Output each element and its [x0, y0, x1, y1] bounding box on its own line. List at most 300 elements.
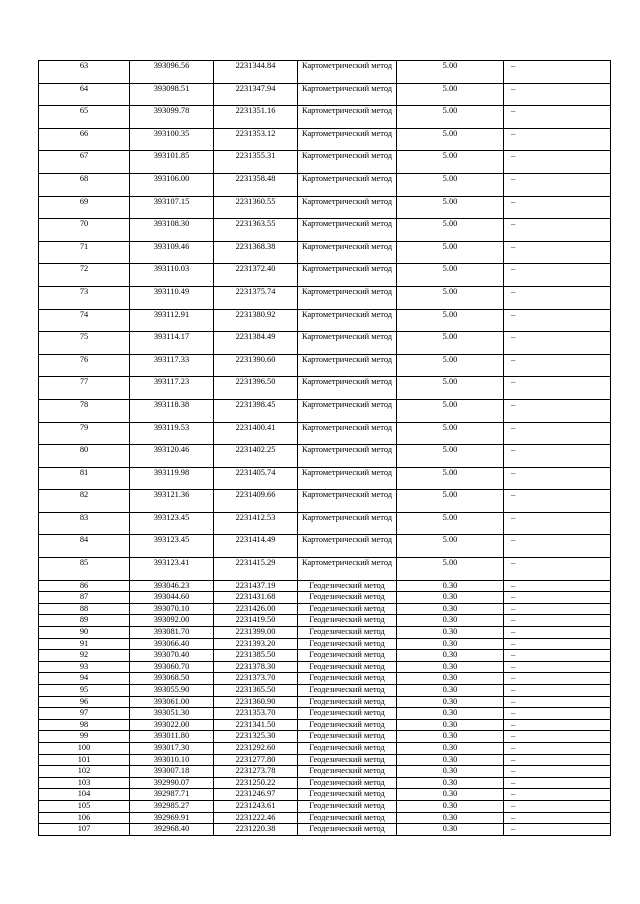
accuracy-cell: 5.00 — [397, 422, 504, 445]
coordinate-x-cell: 392987.71 — [130, 789, 214, 801]
coordinate-x-cell: 393070.10 — [130, 603, 214, 615]
coordinate-x-cell: 393120.46 — [130, 445, 214, 468]
accuracy-cell: 0.30 — [397, 742, 504, 754]
accuracy-cell: 5.00 — [397, 241, 504, 264]
coordinate-x-cell: 393123.45 — [130, 535, 214, 558]
point-number-cell: 87 — [39, 592, 130, 604]
method-cell: Картометрический метод — [298, 106, 397, 129]
accuracy-cell: 5.00 — [397, 151, 504, 174]
note-cell: – — [504, 777, 611, 789]
note-cell: – — [504, 422, 611, 445]
accuracy-cell: 5.00 — [397, 196, 504, 219]
note-cell: – — [504, 535, 611, 558]
coordinate-y-cell: 2231246.97 — [214, 789, 298, 801]
point-number-cell: 97 — [39, 708, 130, 720]
method-cell: Геодезический метод — [298, 777, 397, 789]
coordinate-y-cell: 2231222.46 — [214, 812, 298, 824]
coordinate-y-cell: 2231351.16 — [214, 106, 298, 129]
note-cell: – — [504, 638, 611, 650]
method-cell: Картометрический метод — [298, 512, 397, 535]
point-number-cell: 86 — [39, 580, 130, 592]
point-number-cell: 65 — [39, 106, 130, 129]
method-cell: Картометрический метод — [298, 264, 397, 287]
coordinate-y-cell: 2231378.30 — [214, 661, 298, 673]
note-cell: – — [504, 512, 611, 535]
point-number-cell: 99 — [39, 731, 130, 743]
coordinate-y-cell: 2231220.38 — [214, 824, 298, 836]
coordinate-y-cell: 2231431.68 — [214, 592, 298, 604]
table-row — [39, 754, 611, 766]
coordinate-y-cell: 2231437.19 — [214, 580, 298, 592]
table-row — [39, 377, 611, 400]
note-cell: – — [504, 650, 611, 662]
point-number-cell: 75 — [39, 332, 130, 355]
table-row — [39, 354, 611, 377]
coordinate-x-cell: 393066.40 — [130, 638, 214, 650]
coordinate-x-cell: 393101.85 — [130, 151, 214, 174]
coordinate-y-cell: 2231372.40 — [214, 264, 298, 287]
accuracy-cell: 0.30 — [397, 627, 504, 639]
table-row — [39, 638, 611, 650]
table-row — [39, 128, 611, 151]
method-cell: Картометрический метод — [298, 61, 397, 84]
table-row — [39, 535, 611, 558]
point-number-cell: 76 — [39, 354, 130, 377]
coordinate-x-cell: 393106.00 — [130, 173, 214, 196]
coordinate-x-cell: 393117.33 — [130, 354, 214, 377]
method-cell: Геодезический метод — [298, 812, 397, 824]
method-cell: Картометрический метод — [298, 535, 397, 558]
coordinate-y-cell: 2231375.74 — [214, 286, 298, 309]
table-row — [39, 196, 611, 219]
method-cell: Геодезический метод — [298, 731, 397, 743]
accuracy-cell: 0.30 — [397, 766, 504, 778]
table-row — [39, 650, 611, 662]
method-cell: Картометрический метод — [298, 445, 397, 468]
coordinate-y-cell: 2231419.50 — [214, 615, 298, 627]
method-cell: Геодезический метод — [298, 661, 397, 673]
table-row — [39, 592, 611, 604]
table-row — [39, 264, 611, 287]
coordinate-y-cell: 2231360.90 — [214, 696, 298, 708]
point-number-cell: 69 — [39, 196, 130, 219]
point-number-cell: 96 — [39, 696, 130, 708]
table-row — [39, 61, 611, 84]
point-number-cell: 98 — [39, 719, 130, 731]
coordinate-y-cell: 2231243.61 — [214, 800, 298, 812]
coordinate-y-cell: 2231396.50 — [214, 377, 298, 400]
note-cell: – — [504, 673, 611, 685]
method-cell: Геодезический метод — [298, 719, 397, 731]
point-number-cell: 102 — [39, 766, 130, 778]
table-row — [39, 824, 611, 836]
accuracy-cell: 5.00 — [397, 286, 504, 309]
coordinate-y-cell: 2231398.45 — [214, 399, 298, 422]
note-cell: – — [504, 754, 611, 766]
point-number-cell: 92 — [39, 650, 130, 662]
coordinate-x-cell: 393046.23 — [130, 580, 214, 592]
table-row — [39, 173, 611, 196]
point-number-cell: 101 — [39, 754, 130, 766]
note-cell: – — [504, 708, 611, 720]
table-row — [39, 742, 611, 754]
point-number-cell: 91 — [39, 638, 130, 650]
coordinate-x-cell: 393011.80 — [130, 731, 214, 743]
point-number-cell: 100 — [39, 742, 130, 754]
note-cell: – — [504, 286, 611, 309]
note-cell: – — [504, 800, 611, 812]
accuracy-cell: 0.30 — [397, 719, 504, 731]
coordinate-y-cell: 2231344.84 — [214, 61, 298, 84]
note-cell: – — [504, 731, 611, 743]
point-number-cell: 103 — [39, 777, 130, 789]
table-row — [39, 627, 611, 639]
coordinate-y-cell: 2231358.48 — [214, 173, 298, 196]
coordinate-y-cell: 2231414.49 — [214, 535, 298, 558]
point-number-cell: 95 — [39, 685, 130, 697]
table-row — [39, 719, 611, 731]
coordinate-y-cell: 2231365.50 — [214, 685, 298, 697]
coordinate-y-cell: 2231250.22 — [214, 777, 298, 789]
accuracy-cell: 0.30 — [397, 824, 504, 836]
accuracy-cell: 0.30 — [397, 673, 504, 685]
table-row — [39, 766, 611, 778]
coordinate-y-cell: 2231426.00 — [214, 603, 298, 615]
coordinate-y-cell: 2231347.94 — [214, 83, 298, 106]
coordinate-x-cell: 393096.56 — [130, 61, 214, 84]
method-cell: Картометрический метод — [298, 490, 397, 513]
coordinate-x-cell: 393123.41 — [130, 558, 214, 581]
note-cell: – — [504, 789, 611, 801]
note-cell: – — [504, 812, 611, 824]
point-number-cell: 74 — [39, 309, 130, 332]
method-cell: Картометрический метод — [298, 83, 397, 106]
coordinate-x-cell: 393100.35 — [130, 128, 214, 151]
method-cell: Геодезический метод — [298, 592, 397, 604]
accuracy-cell: 5.00 — [397, 264, 504, 287]
table-row — [39, 422, 611, 445]
coordinate-x-cell: 393119.53 — [130, 422, 214, 445]
coordinate-x-cell: 393109.46 — [130, 241, 214, 264]
point-number-cell: 85 — [39, 558, 130, 581]
point-number-cell: 67 — [39, 151, 130, 174]
coordinate-x-cell: 393055.90 — [130, 685, 214, 697]
coordinate-x-cell: 393099.78 — [130, 106, 214, 129]
coordinate-y-cell: 2231353.70 — [214, 708, 298, 720]
note-cell: – — [504, 219, 611, 242]
accuracy-cell: 0.30 — [397, 800, 504, 812]
coordinate-x-cell: 393108.30 — [130, 219, 214, 242]
method-cell: Картометрический метод — [298, 332, 397, 355]
coordinate-x-cell: 393110.49 — [130, 286, 214, 309]
note-cell: – — [504, 106, 611, 129]
table-row — [39, 309, 611, 332]
method-cell: Геодезический метод — [298, 696, 397, 708]
note-cell: – — [504, 592, 611, 604]
point-number-cell: 78 — [39, 399, 130, 422]
coordinate-x-cell: 393070.40 — [130, 650, 214, 662]
coordinate-y-cell: 2231415.29 — [214, 558, 298, 581]
coordinate-y-cell: 2231353.12 — [214, 128, 298, 151]
table-row — [39, 445, 611, 468]
note-cell: – — [504, 309, 611, 332]
accuracy-cell: 5.00 — [397, 83, 504, 106]
method-cell: Картометрический метод — [298, 354, 397, 377]
coordinate-x-cell: 393121.36 — [130, 490, 214, 513]
accuracy-cell: 5.00 — [397, 173, 504, 196]
method-cell: Картометрический метод — [298, 558, 397, 581]
note-cell: – — [504, 196, 611, 219]
accuracy-cell: 5.00 — [397, 219, 504, 242]
method-cell: Геодезический метод — [298, 615, 397, 627]
accuracy-cell: 0.30 — [397, 580, 504, 592]
accuracy-cell: 5.00 — [397, 490, 504, 513]
coordinate-x-cell: 392990.07 — [130, 777, 214, 789]
method-cell: Картометрический метод — [298, 173, 397, 196]
coordinate-x-cell: 393010.10 — [130, 754, 214, 766]
note-cell: – — [504, 83, 611, 106]
table-row — [39, 661, 611, 673]
table-row — [39, 332, 611, 355]
note-cell: – — [504, 241, 611, 264]
point-number-cell: 68 — [39, 173, 130, 196]
note-cell: – — [504, 399, 611, 422]
coordinate-x-cell: 392969.91 — [130, 812, 214, 824]
coordinate-x-cell: 393051.30 — [130, 708, 214, 720]
point-number-cell: 88 — [39, 603, 130, 615]
table-row — [39, 106, 611, 129]
coordinate-y-cell: 2231277.80 — [214, 754, 298, 766]
method-cell: Картометрический метод — [298, 467, 397, 490]
accuracy-cell: 0.30 — [397, 731, 504, 743]
accuracy-cell: 5.00 — [397, 535, 504, 558]
coordinate-x-cell: 393114.17 — [130, 332, 214, 355]
coordinate-x-cell: 393061.00 — [130, 696, 214, 708]
accuracy-cell: 0.30 — [397, 638, 504, 650]
method-cell: Геодезический метод — [298, 742, 397, 754]
coordinate-x-cell: 393060.70 — [130, 661, 214, 673]
table-row — [39, 512, 611, 535]
method-cell: Картометрический метод — [298, 128, 397, 151]
table-row — [39, 708, 611, 720]
accuracy-cell: 5.00 — [397, 309, 504, 332]
coordinate-y-cell: 2231363.55 — [214, 219, 298, 242]
accuracy-cell: 0.30 — [397, 603, 504, 615]
coordinate-y-cell: 2231393.20 — [214, 638, 298, 650]
coordinate-y-cell: 2231399.00 — [214, 627, 298, 639]
note-cell: – — [504, 719, 611, 731]
method-cell: Картометрический метод — [298, 196, 397, 219]
note-cell: – — [504, 377, 611, 400]
accuracy-cell: 0.30 — [397, 661, 504, 673]
method-cell: Картометрический метод — [298, 286, 397, 309]
accuracy-cell: 0.30 — [397, 789, 504, 801]
coordinate-y-cell: 2231341.50 — [214, 719, 298, 731]
accuracy-cell: 5.00 — [397, 467, 504, 490]
coordinate-y-cell: 2231390.60 — [214, 354, 298, 377]
coordinate-y-cell: 2231385.50 — [214, 650, 298, 662]
note-cell: – — [504, 603, 611, 615]
table-row — [39, 812, 611, 824]
method-cell: Геодезический метод — [298, 673, 397, 685]
table-row — [39, 241, 611, 264]
coordinate-y-cell: 2231405.74 — [214, 467, 298, 490]
accuracy-cell: 5.00 — [397, 399, 504, 422]
note-cell: – — [504, 696, 611, 708]
method-cell: Геодезический метод — [298, 627, 397, 639]
accuracy-cell: 5.00 — [397, 354, 504, 377]
note-cell: – — [504, 615, 611, 627]
point-number-cell: 83 — [39, 512, 130, 535]
method-cell: Геодезический метод — [298, 824, 397, 836]
coordinate-y-cell: 2231360.55 — [214, 196, 298, 219]
method-cell: Картометрический метод — [298, 309, 397, 332]
note-cell: – — [504, 685, 611, 697]
coordinate-x-cell: 392968.40 — [130, 824, 214, 836]
method-cell: Картометрический метод — [298, 241, 397, 264]
point-number-cell: 93 — [39, 661, 130, 673]
point-number-cell: 90 — [39, 627, 130, 639]
method-cell: Геодезический метод — [298, 708, 397, 720]
point-number-cell: 71 — [39, 241, 130, 264]
note-cell: – — [504, 742, 611, 754]
coordinate-x-cell: 393044.60 — [130, 592, 214, 604]
point-number-cell: 81 — [39, 467, 130, 490]
coordinate-x-cell: 393017.30 — [130, 742, 214, 754]
coordinate-y-cell: 2231355.31 — [214, 151, 298, 174]
note-cell: – — [504, 661, 611, 673]
note-cell: – — [504, 264, 611, 287]
note-cell: – — [504, 627, 611, 639]
table-row — [39, 580, 611, 592]
method-cell: Геодезический метод — [298, 580, 397, 592]
table-row — [39, 673, 611, 685]
table-row — [39, 83, 611, 106]
point-number-cell: 89 — [39, 615, 130, 627]
note-cell: – — [504, 445, 611, 468]
note-cell: – — [504, 558, 611, 581]
coordinate-x-cell: 392985.27 — [130, 800, 214, 812]
coordinate-y-cell: 2231409.66 — [214, 490, 298, 513]
point-number-cell: 105 — [39, 800, 130, 812]
coordinate-x-cell: 393119.98 — [130, 467, 214, 490]
accuracy-cell: 5.00 — [397, 512, 504, 535]
point-number-cell: 70 — [39, 219, 130, 242]
coordinates-table-body — [39, 61, 611, 836]
coordinate-y-cell: 2231412.53 — [214, 512, 298, 535]
table-row — [39, 603, 611, 615]
coordinate-y-cell: 2231292.60 — [214, 742, 298, 754]
method-cell: Геодезический метод — [298, 754, 397, 766]
note-cell: – — [504, 824, 611, 836]
coordinate-x-cell: 393007.18 — [130, 766, 214, 778]
coordinate-x-cell: 393081.70 — [130, 627, 214, 639]
accuracy-cell: 5.00 — [397, 558, 504, 581]
method-cell: Картометрический метод — [298, 422, 397, 445]
point-number-cell: 82 — [39, 490, 130, 513]
table-row — [39, 789, 611, 801]
point-number-cell: 66 — [39, 128, 130, 151]
coordinate-y-cell: 2231325.30 — [214, 731, 298, 743]
accuracy-cell: 0.30 — [397, 777, 504, 789]
point-number-cell: 72 — [39, 264, 130, 287]
table-row — [39, 490, 611, 513]
coordinate-x-cell: 393123.45 — [130, 512, 214, 535]
note-cell: – — [504, 61, 611, 84]
point-number-cell: 80 — [39, 445, 130, 468]
note-cell: – — [504, 332, 611, 355]
accuracy-cell: 5.00 — [397, 128, 504, 151]
accuracy-cell: 0.30 — [397, 812, 504, 824]
table-row — [39, 696, 611, 708]
method-cell: Картометрический метод — [298, 219, 397, 242]
method-cell: Картометрический метод — [298, 377, 397, 400]
table-row — [39, 399, 611, 422]
coordinate-y-cell: 2231273.78 — [214, 766, 298, 778]
coordinate-y-cell: 2231400.41 — [214, 422, 298, 445]
note-cell: – — [504, 580, 611, 592]
coordinate-x-cell: 393098.51 — [130, 83, 214, 106]
accuracy-cell: 0.30 — [397, 696, 504, 708]
note-cell: – — [504, 151, 611, 174]
coordinate-x-cell: 393068.50 — [130, 673, 214, 685]
point-number-cell: 79 — [39, 422, 130, 445]
coordinate-x-cell: 393117.23 — [130, 377, 214, 400]
accuracy-cell: 0.30 — [397, 592, 504, 604]
method-cell: Геодезический метод — [298, 800, 397, 812]
method-cell: Геодезический метод — [298, 650, 397, 662]
coordinates-table — [38, 60, 611, 836]
note-cell: – — [504, 467, 611, 490]
point-number-cell: 94 — [39, 673, 130, 685]
method-cell: Геодезический метод — [298, 766, 397, 778]
table-row — [39, 615, 611, 627]
point-number-cell: 106 — [39, 812, 130, 824]
point-number-cell: 104 — [39, 789, 130, 801]
method-cell: Геодезический метод — [298, 638, 397, 650]
table-row — [39, 467, 611, 490]
point-number-cell: 84 — [39, 535, 130, 558]
table-row — [39, 777, 611, 789]
table-row — [39, 151, 611, 174]
method-cell: Картометрический метод — [298, 399, 397, 422]
table-row — [39, 558, 611, 581]
accuracy-cell: 5.00 — [397, 377, 504, 400]
point-number-cell: 64 — [39, 83, 130, 106]
coordinate-x-cell: 393022.00 — [130, 719, 214, 731]
accuracy-cell: 5.00 — [397, 61, 504, 84]
coordinate-y-cell: 2231380.92 — [214, 309, 298, 332]
table-row — [39, 685, 611, 697]
table-row — [39, 286, 611, 309]
coordinate-y-cell: 2231384.49 — [214, 332, 298, 355]
note-cell: – — [504, 766, 611, 778]
table-row — [39, 731, 611, 743]
method-cell: Геодезический метод — [298, 603, 397, 615]
accuracy-cell: 0.30 — [397, 650, 504, 662]
note-cell: – — [504, 128, 611, 151]
coordinate-x-cell: 393092.00 — [130, 615, 214, 627]
accuracy-cell: 0.30 — [397, 754, 504, 766]
table-row — [39, 219, 611, 242]
accuracy-cell: 0.30 — [397, 685, 504, 697]
accuracy-cell: 5.00 — [397, 106, 504, 129]
method-cell: Геодезический метод — [298, 789, 397, 801]
coordinate-x-cell: 393112.91 — [130, 309, 214, 332]
table-row — [39, 800, 611, 812]
accuracy-cell: 0.30 — [397, 615, 504, 627]
coordinate-y-cell: 2231402.25 — [214, 445, 298, 468]
